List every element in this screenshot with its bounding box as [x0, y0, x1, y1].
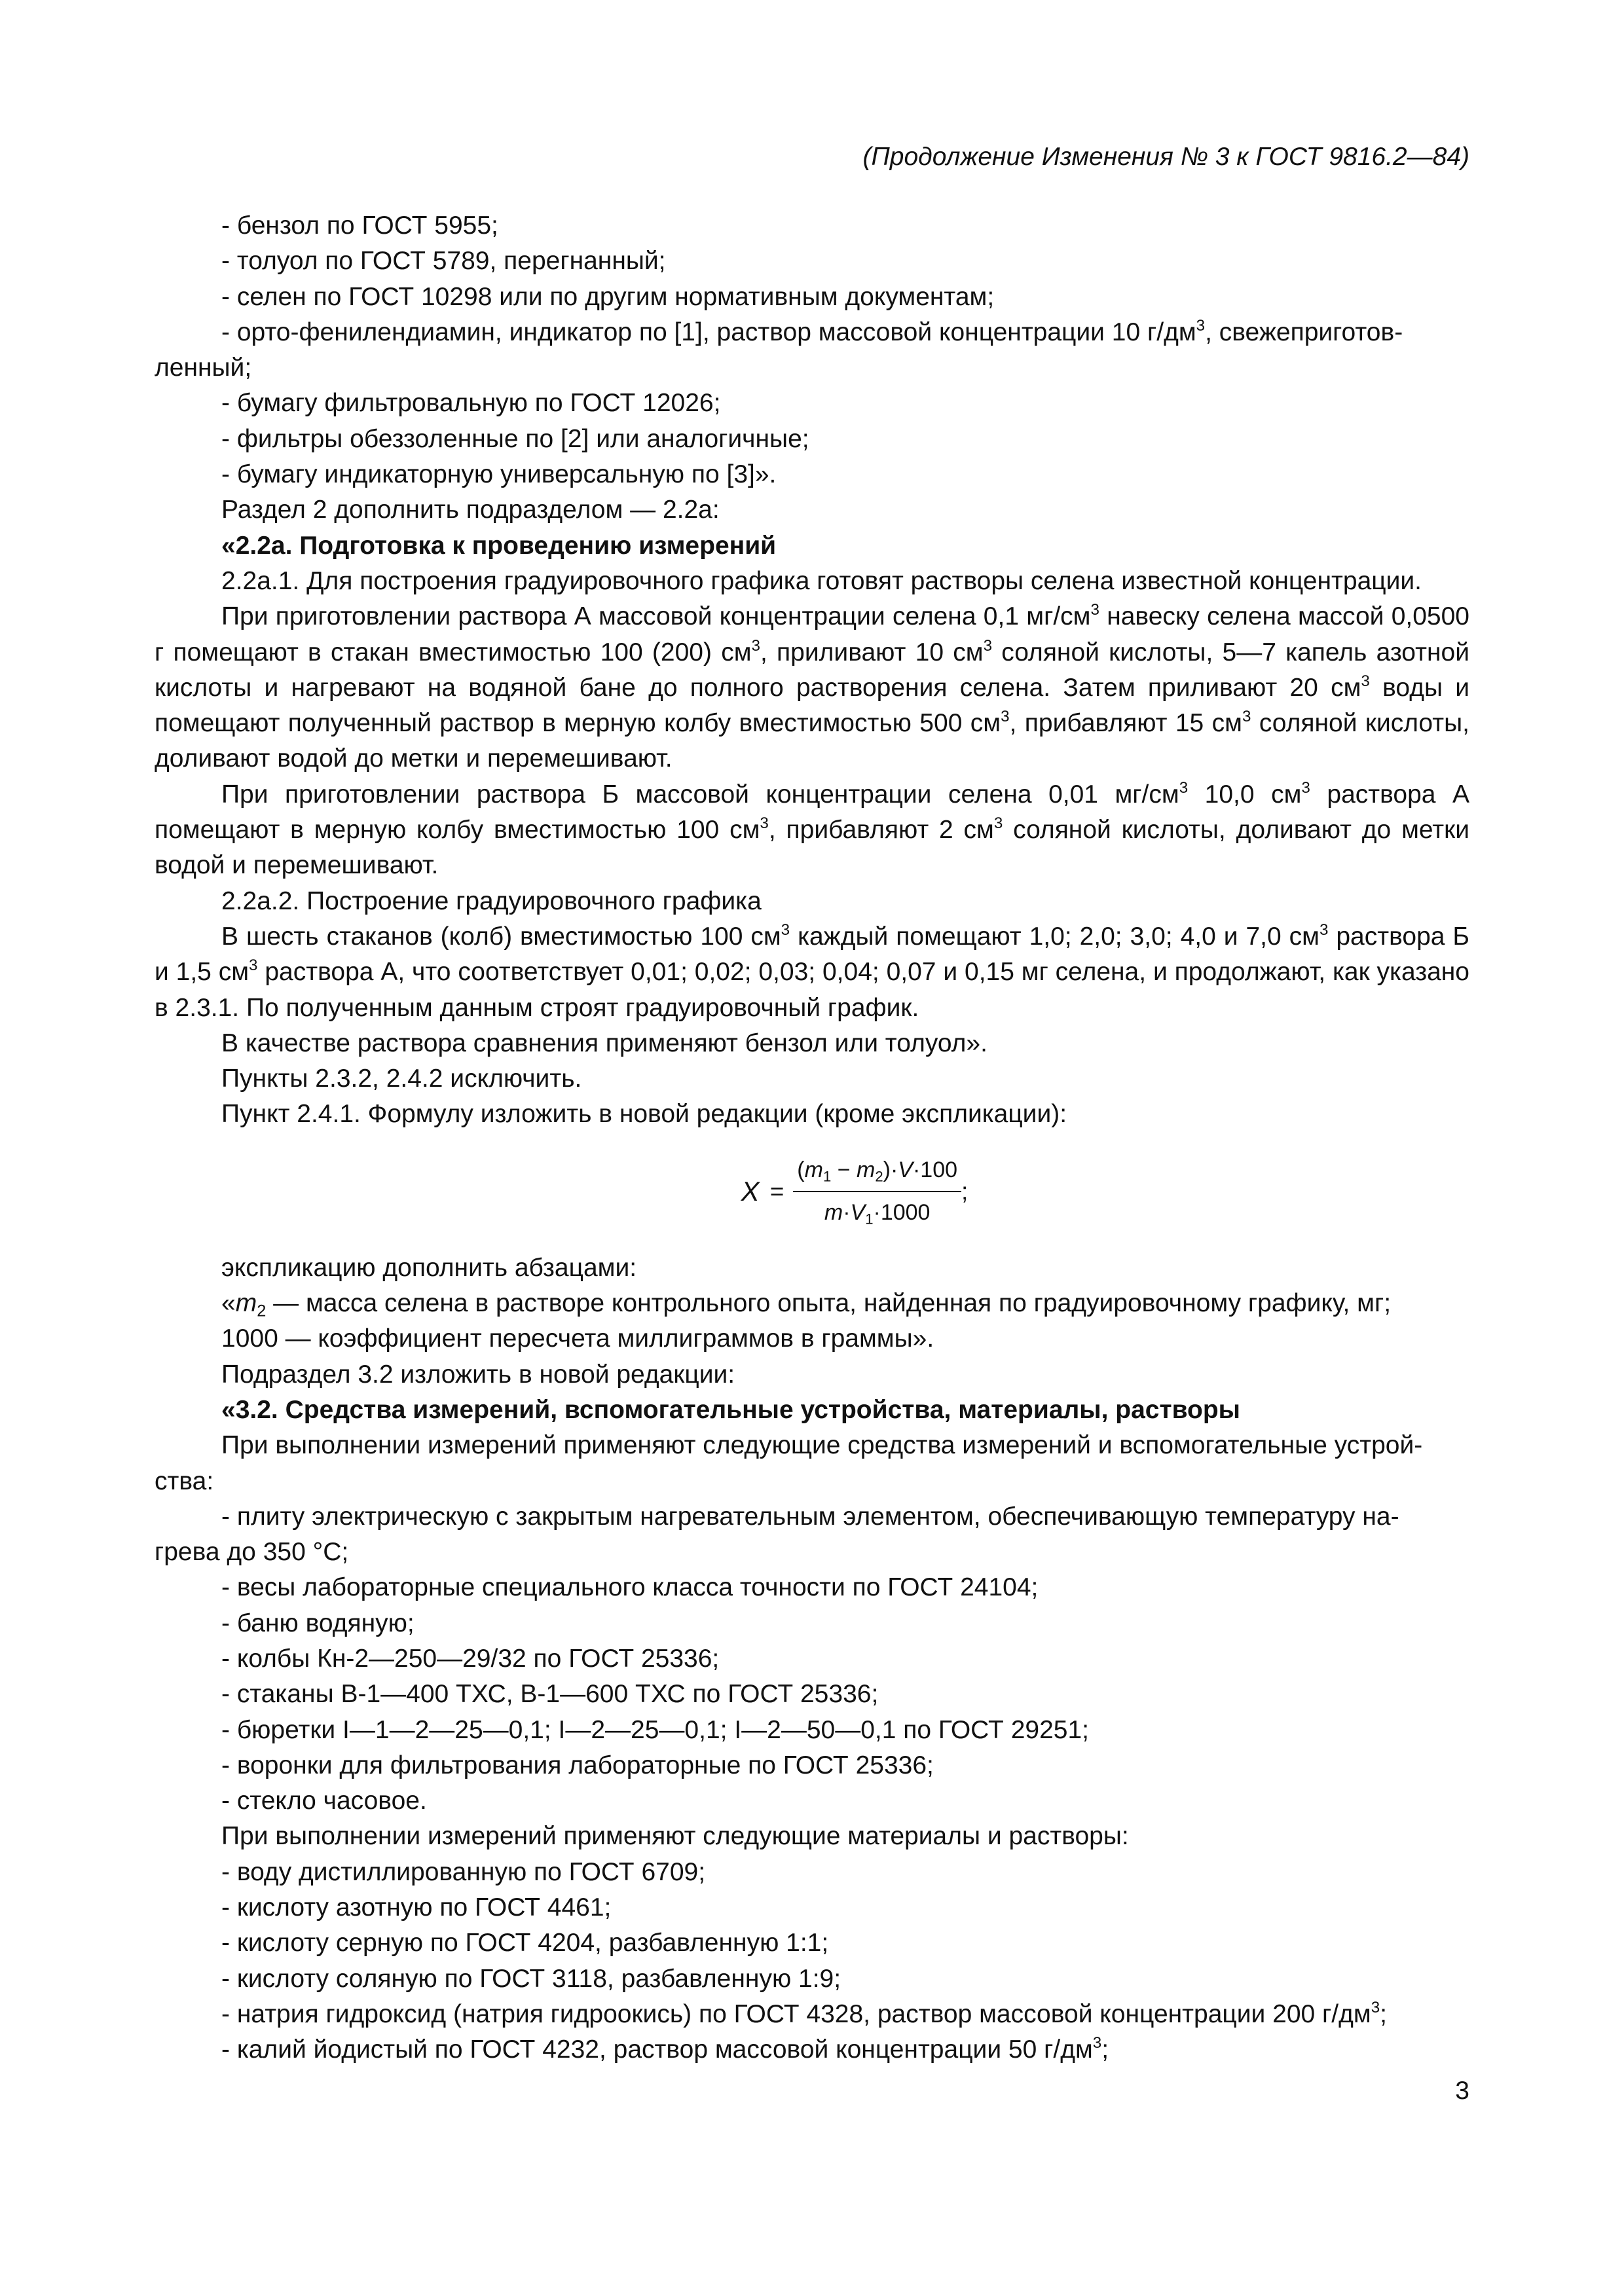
formula: [155, 1133, 1469, 1250]
paragraph-cont: ства:: [155, 1467, 214, 1495]
list-item: - стекло часовое.: [221, 1787, 427, 1815]
list-item: - бумагу фильтровальную по ГОСТ 12026;: [221, 389, 721, 418]
list-item: - баню водяную;: [221, 1609, 415, 1637]
paragraph: В качестве раствора сравнения применяют бензол или толуол».: [221, 1029, 987, 1057]
list-item: - кислоту азотную по ГОСТ 4461;: [221, 1893, 612, 1922]
list-item: - колбы Кн-2—250—29/32 по ГОСТ 25336;: [221, 1644, 720, 1673]
formula-numerator: $(m_1 - m_2)\cdot V\cdot 100$: [793, 1152, 961, 1192]
list-item-naoh: - натрия гидроксид (натрия гидроокись) по ГОСТ 4328, раствор массовой концентрации 200 $г/дм^3$;: [221, 1998, 1387, 2028]
page-number: 3: [1455, 2077, 1469, 2105]
paragraph: Пункты 2.3.2, 2.4.2 исключить.: [221, 1065, 582, 1093]
list-item: - плиту электрическую с закрытым нагревательным элементом, обеспечивающую температуру на-: [221, 1502, 1399, 1531]
paragraph: экспликацию дополнить абзацами:: [221, 1253, 637, 1282]
paragraph-222: 2.2а.2. Построение градуировочного графика: [221, 886, 762, 915]
paragraph-m2: «$m_2$ — масса селена в растворе контрольного опыта, найденная по градуировочному графику, мг;: [221, 1289, 1392, 1321]
list-item: - воронки для фильтрования лабораторные по ГОСТ 25336;: [221, 1751, 934, 1779]
paragraph-solution-b: При приготовлении раствора Б массовой концентрации селена 0,01 $мг/см^3$ 10,0 $см^3$ раствора А помещают в мерную колбу вместимостью 100 $см^3$, прибавляют 2 $см^3$ соляной кислоты, доливают до метки водой и перемешивают.: [155, 778, 1470, 880]
list-item: - кислоту соляную по ГОСТ 3118, разбавленную 1:9;: [221, 1964, 841, 1993]
list-item: - воду дистиллированную по ГОСТ 6709;: [221, 1857, 706, 1886]
document-page: [155, 0, 1469, 2296]
list-item-cont: грева до 350 °С;: [155, 1538, 349, 1567]
paragraph: 1000 — коэффициент пересчета миллиграммов в граммы».: [221, 1324, 934, 1353]
paragraph: Пункт 2.4.1. Формулу изложить в новой редакции (кроме экспликации):: [221, 1100, 1067, 1129]
list-item: - кислоту серную по ГОСТ 4204, разбавленную 1:1;: [221, 1929, 829, 1958]
paragraph: Подраздел 3.2 изложить в новой редакции:: [221, 1360, 735, 1389]
list-item: - бензол по ГОСТ 5955;: [221, 211, 498, 240]
document-body: [155, 208, 1469, 2068]
list-item-ki: - калий йодистый по ГОСТ 4232, раствор массовой концентрации 50 $г/дм^3$;: [221, 2034, 1109, 2064]
paragraph: Раздел 2 дополнить подразделом — 2.2а:: [221, 496, 720, 524]
paragraph-221: 2.2а.1. Для построения градуировочного графика готовят растворы селена известной концентрации.: [221, 566, 1422, 595]
list-item: - селен по ГОСТ 10298 или по другим нормативным документам;: [221, 282, 995, 311]
formula-semicolon: ;: [961, 1177, 969, 1205]
paragraph: При выполнении измерений применяют следующие средства измерений и вспомогательные устрой-: [221, 1431, 1423, 1460]
list-item: - фильтры обеззоленные по [2] или аналогичные;: [221, 424, 809, 453]
list-item-ortho: - орто-фенилендиамин, индикатор по [1], раствор массовой концентрации 10 $г/дм^3$, свежеприготов-: [221, 316, 1403, 346]
list-item: - весы лабораторные специального класса точности по ГОСТ 24104;: [221, 1573, 1039, 1602]
formula-lhs: X: [741, 1175, 760, 1207]
formula-equals: =: [769, 1177, 784, 1205]
paragraph-six-beakers: В шесть стаканов (колб) вместимостью 100 $см^3$ каждый помещают 1,0; 2,0; 3,0; 4,0 и 7,0 $см^3$ раствора Б и 1,5 $см^3$ раствора А, что соответствует 0,01; 0,02; 0,03; 0,04; 0,07 и 0,15 мг селена, и продолжают, как указано в 2.3.1. По полученным данным строят градуировочный график.: [155, 920, 1469, 1022]
list-item-ortho-cont: ленный;: [155, 354, 252, 382]
section-heading-32: «3.2. Средства измерений, вспомогательные устройства, материалы, растворы: [221, 1395, 1240, 1424]
paragraph-solution-a: При приготовлении раствора А массовой концентрации селена 0,1 $мг/см^3$ навеску селена массой 0,0500 г помещают в стакан вместимостью 100 (200) $см^3$, приливают 10 $см^3$ соляной кислоты, 5—7 капель азотной кислоты и нагревают на водяной бане до полного растворения селена. Затем приливают 20 $см^3$ воды и помещают полученный раствор в мерную колбу вместимостью 500 $см^3$, прибавляют 15 $см^3$ соляной кислоты, доливают водой до метки и перемешивают.: [155, 601, 1470, 773]
list-item: - стаканы В-1—400 ТХС, В-1—600 ТХС по ГОСТ 25336;: [221, 1680, 879, 1709]
paragraph: При выполнении измерений применяют следующие материалы и растворы:: [221, 1822, 1129, 1851]
page-header: (Продолжение Изменения № 3 к ГОСТ 9816.2—84): [862, 143, 1469, 171]
list-item: - бумагу индикаторную универсальную по [3]».: [221, 460, 777, 489]
list-item: - бюретки I—1—2—25—0,1; I—2—25—0,1; I—2—50—0,1 по ГОСТ 29251;: [221, 1715, 1089, 1744]
formula-fraction: [793, 1152, 961, 1230]
section-heading-22a: «2.2а. Подготовка к проведению измерений: [221, 531, 777, 560]
formula-denominator: $m\cdot V_1\cdot 1000$: [824, 1199, 931, 1228]
list-item: - толуол по ГОСТ 5789, перегнанный;: [221, 247, 666, 276]
